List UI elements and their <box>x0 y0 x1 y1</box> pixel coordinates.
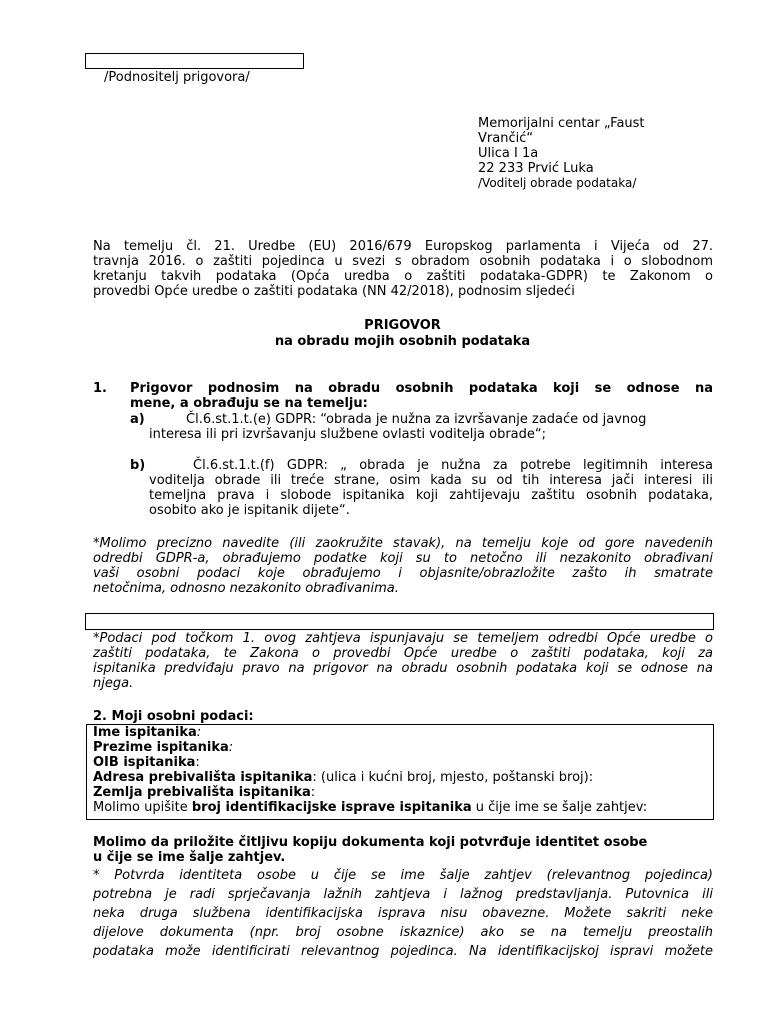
personal-data-fields <box>93 725 647 815</box>
intro-line: Na temelju čl. 21. Uredbe (EU) 2016/679 Europskog parlamenta i Vijeća od 27. <box>93 239 713 254</box>
explanation-input-box[interactable] <box>85 613 714 630</box>
note-1-line: odredbi GDPR-a, obrađujemo podatke koji su to netočno ili nezakonito obrađivani <box>93 551 713 566</box>
field-country[interactable]: Zemlja prebivališta ispitanika: <box>93 785 316 800</box>
recipient-block <box>478 116 645 191</box>
attachment-note-line: potrebna je radi sprječavanja lažnih zahtjeva i lažnog predstavljanja. Putovnica ili <box>93 887 713 902</box>
attachment-note <box>93 866 713 961</box>
field-name[interactable]: Ime ispitanika: <box>93 725 202 740</box>
recipient-line: Ulica I 1a <box>478 146 539 161</box>
field-address[interactable]: Adresa prebivališta ispitanika: (ulica i kućni broj, mjesto, poštanski broj): <box>93 770 594 785</box>
recipient-line: Memorijalni centar „Faust <box>478 116 645 131</box>
intro-line: travnja 2016. o zaštiti pojedinca u svezi s obradom osobnih podataka i o slobodnom <box>93 254 713 269</box>
note-1-line: *Molimo precizno navedite (ili zaokružite stavak), na temelju koje od gore navedenih <box>93 536 713 551</box>
attachment-note-line: neka druga službena identifikacijska isprava nisu obavezne. Možete sakriti neke <box>93 906 713 921</box>
attachment-line: u čije se ime šalje zahtjev. <box>93 850 286 865</box>
recipient-role: /Voditelj obrade podataka/ <box>478 176 637 190</box>
field-surname[interactable]: Prezime ispitanika: <box>93 740 234 755</box>
section-1-heading-line: Prigovor podnosim na obradu osobnih podataka koji se odnose na <box>130 381 713 396</box>
note-1 <box>93 536 713 596</box>
note-2-line: zaštiti podataka, te Zakona o provedbi Opće uredbe o zaštiti podataka, koji za <box>93 646 713 661</box>
attachment-line: Molimo da priložite čitljivu kopiju dokumenta koji potvrđuje identitet osobe <box>93 835 648 850</box>
item-b-body <box>149 473 713 518</box>
recipient-line: Vrančić“ <box>478 131 534 146</box>
attachment-note-line: podataka može identificirati relevantnog pojedinca. Na identifikacijskoj ispravi možete <box>93 944 713 959</box>
note-2-line: ispitanika predviđaju pravo na prigovor na obradu osobnih podataka koji se odnose na <box>93 661 713 676</box>
item-b-label[interactable]: b) <box>130 458 146 473</box>
item-b-line: temeljna prava i slobode ispitanika koji zahtijevaju zaštitu osobnih podataka, <box>149 488 713 503</box>
note-2-line: *Podaci pod točkom 1. ovog zahtjeva ispunjavaju se temeljem odredbi Opće uredbe o <box>93 631 713 646</box>
intro-paragraph <box>93 239 713 299</box>
section-1-heading-line: mene, a obrađuju se na temelju: <box>130 396 368 411</box>
submitter-input-box[interactable] <box>85 53 304 69</box>
note-2 <box>93 631 713 691</box>
note-1-line: netočnima, odnosno nezakonito obrađivanima. <box>93 581 399 596</box>
attachment-request <box>93 835 713 865</box>
note-2-line: njega. <box>93 676 134 691</box>
recipient-line: 22 233 Prvić Luka <box>478 161 594 176</box>
note-1-line: vaši osobni podaci koje obrađujemo i objasnite/obrazložite zašto ih smatrate <box>93 566 713 581</box>
item-b-line: voditelja obrade ili treće strane, osim kada su od tih interesa jači interesi ili <box>149 473 713 488</box>
attachment-note-line: dijelove dokumenta (npr. broj osobne iskaznice) ako se na temelju preostalih <box>93 925 713 940</box>
intro-line: provedbi Opće uredbe o zaštiti podataka (NN 42/2018), podnosim sljedeći <box>93 284 575 299</box>
section-2-heading: 2. Moji osobni podaci: <box>93 709 254 724</box>
item-b-line: Čl.6.st.1.t.(f) GDPR: „ obrada je nužna za potrebe legitimnih interesa <box>193 458 713 473</box>
item-a-label[interactable]: a) <box>130 412 145 427</box>
field-oib[interactable]: OIB ispitanika: <box>93 755 200 770</box>
attachment-note-line: * Potvrda identiteta osobe u čije se ime šalje zahtjev (relevantnog pojedinca) <box>93 868 713 883</box>
document-title: PRIGOVOR <box>364 318 441 333</box>
document-subtitle: na obradu mojih osobnih podataka <box>274 334 531 349</box>
item-a-line: interesa ili pri izvršavanju službene ovlasti voditelja obrade“; <box>149 427 546 442</box>
item-b-line: osobito ako je ispitanik dijete“. <box>149 503 350 518</box>
section-1-number: 1. <box>93 381 107 396</box>
submitter-caption: /Podnositelj prigovora/ <box>104 70 250 85</box>
field-id-document[interactable]: Molimo upišite broj identifikacijske isprave ispitanika u čije ime se šalje zahtjev: <box>93 800 648 815</box>
section-1-heading <box>130 381 713 411</box>
item-a-line: Čl.6.st.1.t.(e) GDPR: “obrada je nužna za izvršavanje zadaće od javnog <box>186 412 647 427</box>
intro-line: kretanju takvih podataka (Opća uredba o zaštiti podataka-GDPR) te Zakonom o <box>93 269 713 284</box>
